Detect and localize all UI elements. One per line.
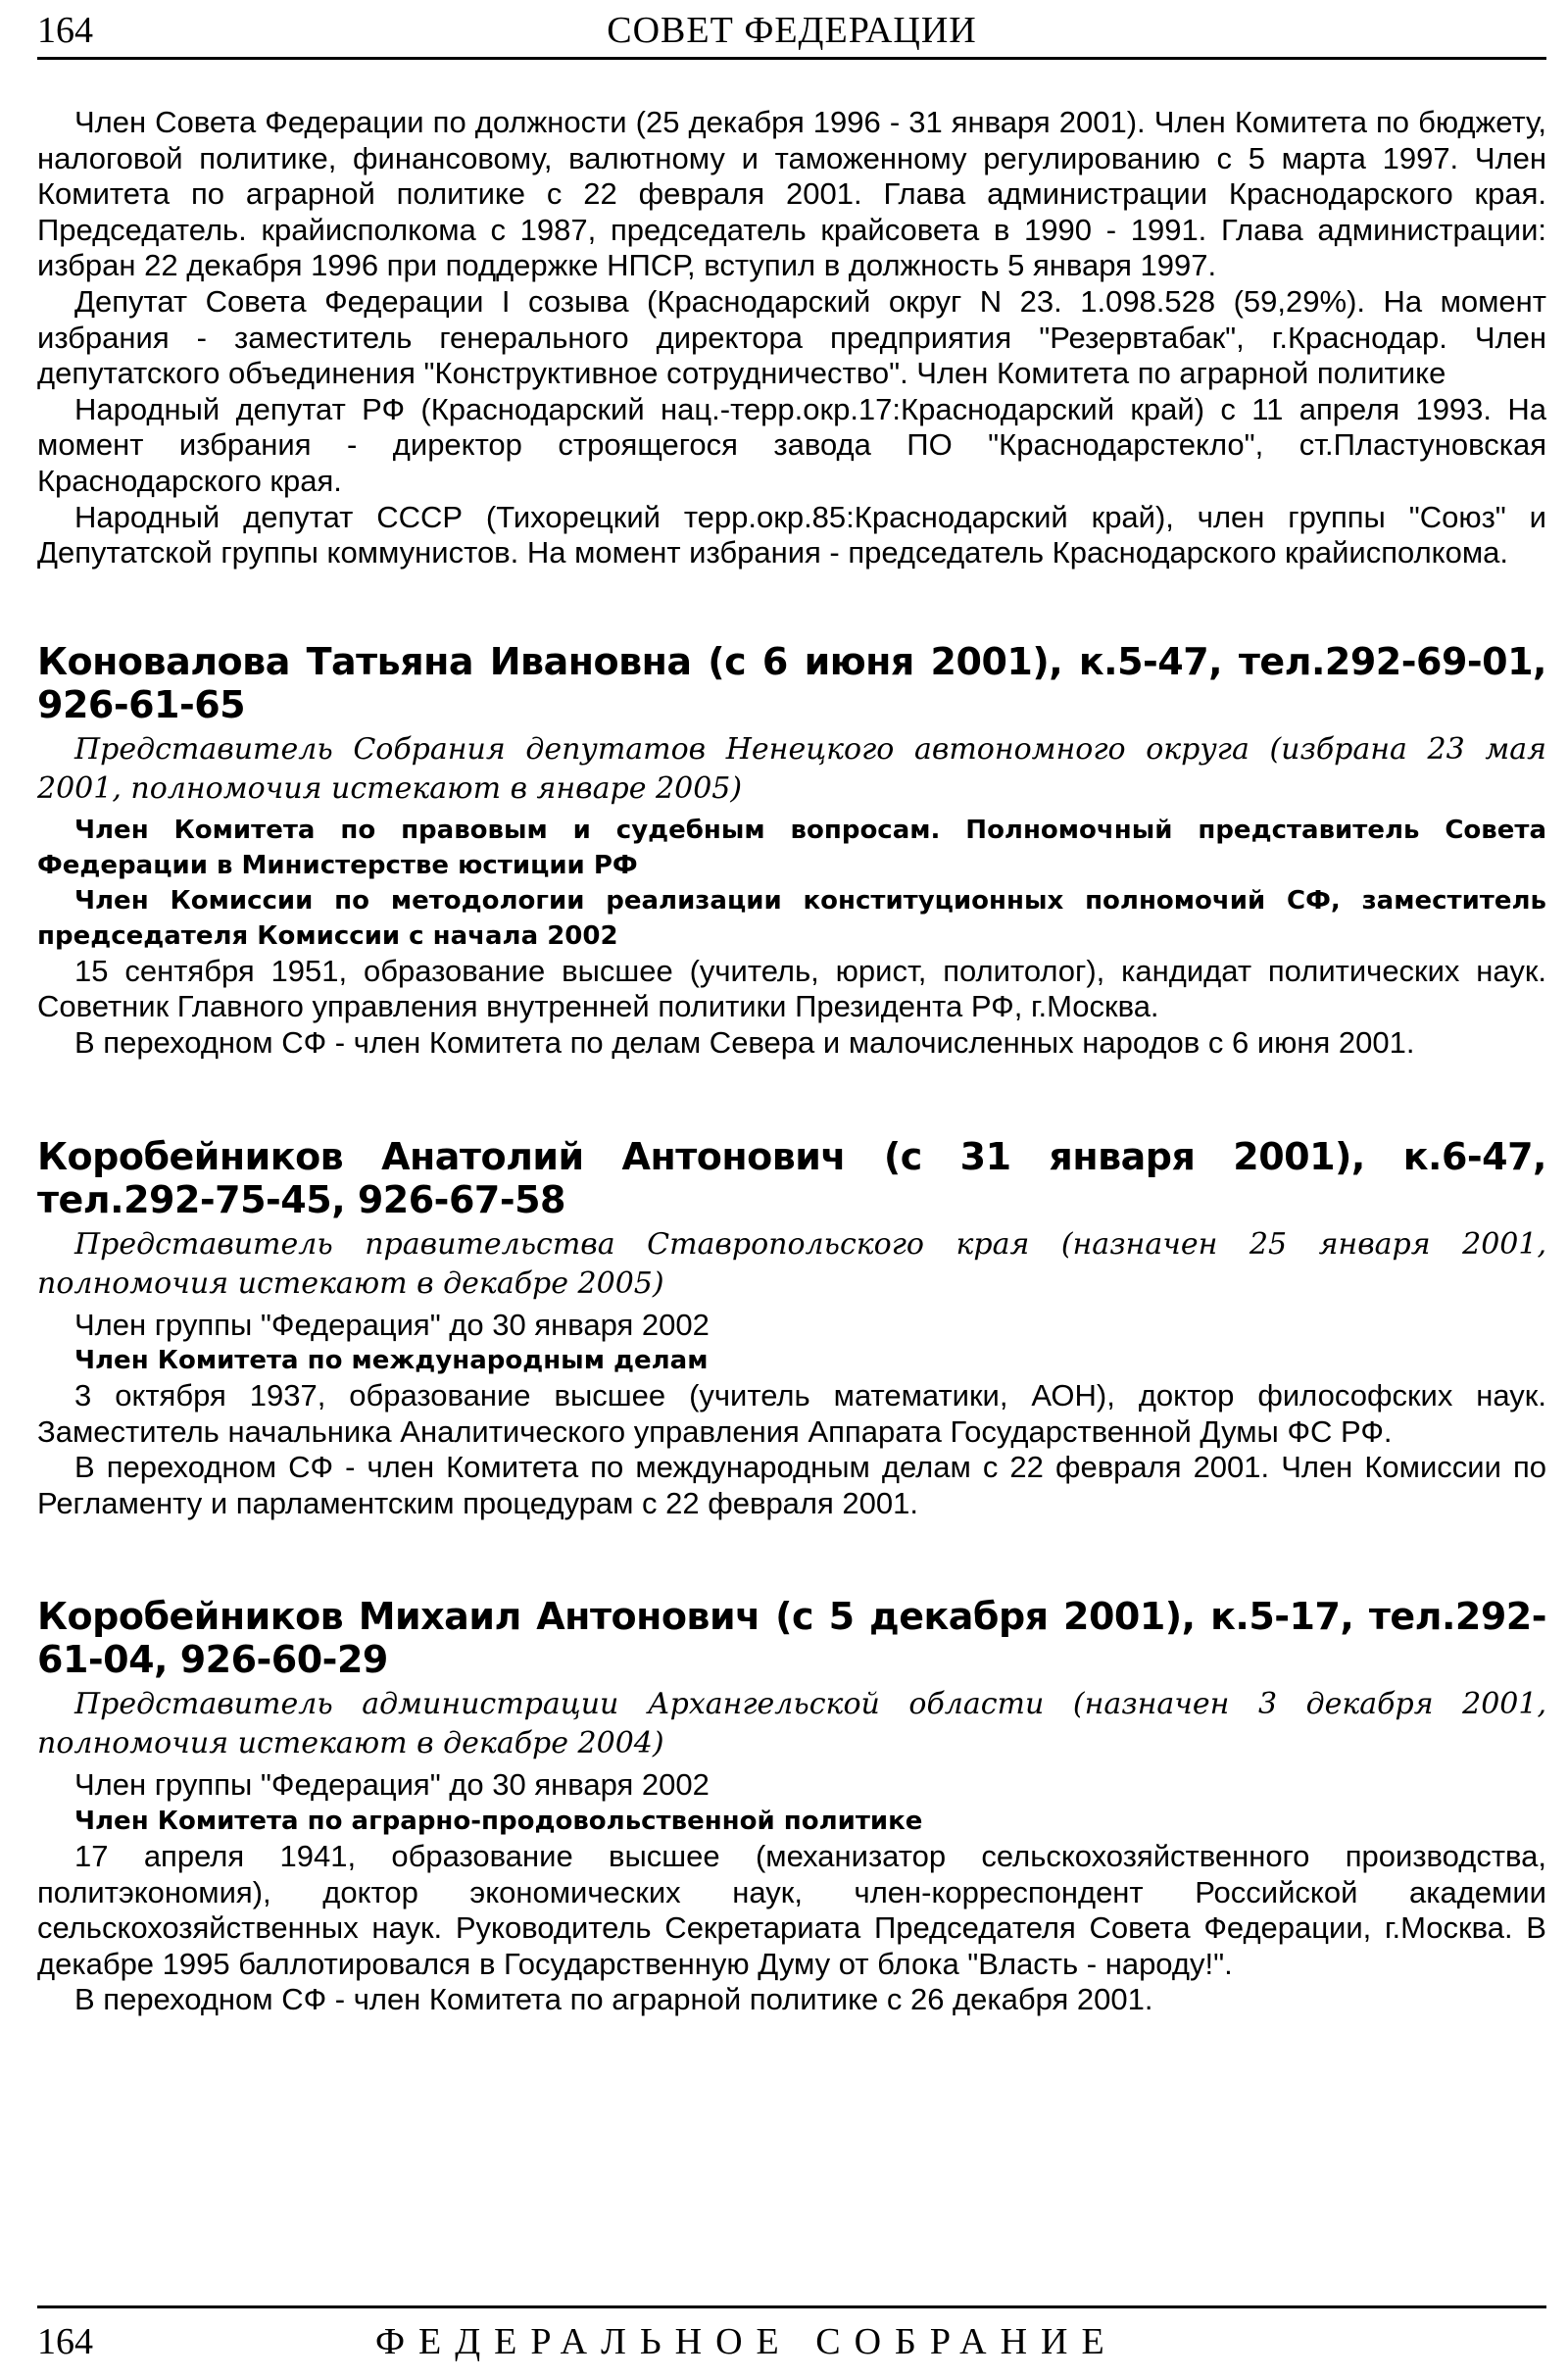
member-bio: 3 октября 1937, образование высшее (учитель математики, АОН), доктор философских наук. Заместитель начальника Аналитического управления Аппарата Государственной Думы ФС РФ. <box>37 1378 1546 1449</box>
member-bio: В переходном СФ - член Комитета по аграрной политике с 26 декабря 2001. <box>74 1982 1153 2017</box>
running-header <box>37 0 1546 60</box>
member-representative: Представитель администрации Архангельской области (назначен 3 декабря 2001, полномочия истекают в декабре 2004) <box>37 1687 1546 1761</box>
intro-paragraph: Народный депутат СССР (Тихорецкий терр.окр.85:Краснодарский край), член группы "Союз" и Депутатской группы коммунистов. На момент избрания - председатель Краснодарского крайисполкома. <box>37 499 1546 570</box>
member-bio: В переходном СФ - член Комитета по делам Севера и малочисленных народов с 6 июня 2001. <box>74 1024 1415 1060</box>
member-name: Коробейников Михаил Антонович (с 5 декабря 2001), к.5-17, тел.292-61-04, 926-60-29 <box>37 1595 1546 1682</box>
intro-paragraph: Член Совета Федерации по должности (25 декабря 1996 - 31 января 2001). Член Комитета по бюджету, налоговой политике, финансовому, валютному и таможенному регулированию с 5 марта 1997. Член Комитета по аграрной политике с 22 февраля 2001. Глава администрации Краснодарского края. Председатель. крайисполкома с 1987, председатель крайсовета в 1990 - 1991. Глава администрации: избран 22 декабря 1996 при поддержке НПСР, вступил в должность 5 января 1997. <box>37 105 1546 283</box>
member-representative: Представитель правительства Ставропольского края (назначен 25 января 2001, полномочия истекают в декабре 2005) <box>37 1226 1546 1301</box>
document-page <box>37 0 1546 2379</box>
member-entry-korobeinikov-mikhail <box>37 1595 1546 2018</box>
page-content <box>37 60 1546 2018</box>
intro-paragraph: Народный депутат РФ (Краснодарский нац.-терр.окр.17:Краснодарский край) с 11 апреля 1993. На момент избрания - директор строящегося завода ПО "Краснодарстекло", ст.Пластуновская Краснодарского края. <box>37 391 1546 498</box>
member-entry-korobeinikov-anatoly <box>37 1135 1546 1522</box>
member-bio: 17 апреля 1941, образование высшее (механизатор сельскохозяйственного производства, политэкономия), доктор экономических наук, член-корреспондент Российской академии сельскохозяйственных наук. Руководитель Секретариата Председателя Совета Федерации, г.Москва. В декабре 1995 баллотировался в Государственную Думу от блока "Власть - народу!". <box>37 1839 1546 1981</box>
member-bio: В переходном СФ - член Комитета по международным делам с 22 февраля 2001. Член Комиссии по Регламенту и парламентским процедурам с 22 февраля 2001. <box>37 1450 1546 1520</box>
member-committee: Член Комитета по международным делам <box>74 1346 709 1376</box>
member-commission: Член Комиссии по методологии реализации конституционных полномочий СФ, заместитель председателя Комиссии с начала 2002 <box>37 885 1546 951</box>
member-bio: 15 сентября 1951, образование высшее (учитель, юрист, политолог), кандидат политических наук. Советник Главного управления внутренней политики Президента РФ, г.Москва. <box>37 953 1546 1024</box>
member-group: Член группы "Федерация" до 30 января 2002 <box>74 1767 710 1803</box>
member-group: Член группы "Федерация" до 30 января 2002 <box>74 1307 710 1342</box>
member-entry-konovalova <box>37 640 1546 1062</box>
member-name: Коновалова Татьяна Ивановна (с 6 июня 2001), к.5-47, тел.292-69-01, 926-61-65 <box>37 639 1546 726</box>
intro-section <box>37 105 1546 571</box>
member-committee: Член Комитета по правовым и судебным вопросам. Полномочный представитель Совета Федерации в Министерстве юстиции РФ <box>37 815 1546 880</box>
running-footer <box>37 2305 1546 2373</box>
footer-page-number: 164 <box>37 2321 93 2362</box>
member-committee: Член Комитета по аграрно-продовольственной политике <box>74 1807 923 1837</box>
member-name: Коробейников Анатолий Антонович (с 31 января 2001), к.6-47, тел.292-75-45, 926-67-58 <box>37 1134 1546 1221</box>
footer-title: ФЕДЕРАЛЬНОЕ СОБРАНИЕ <box>375 2321 1118 2362</box>
member-representative: Представитель Собрания депутатов Ненецкого автономного округа (избрана 23 мая 2001, полномочия истекают в январе 2005) <box>37 731 1546 806</box>
header-title: СОВЕТ ФЕДЕРАЦИИ <box>607 10 977 51</box>
intro-paragraph: Депутат Совета Федерации I созыва (Краснодарский округ N 23. 1.098.528 (59,29%). На момент избрания - заместитель генерального директора предприятия "Резервтабак", г.Краснодар. Член депутатского объединения "Конструктивное сотрудничество". Член Комитета по аграрной политике <box>37 283 1546 391</box>
header-page-number: 164 <box>37 10 93 51</box>
